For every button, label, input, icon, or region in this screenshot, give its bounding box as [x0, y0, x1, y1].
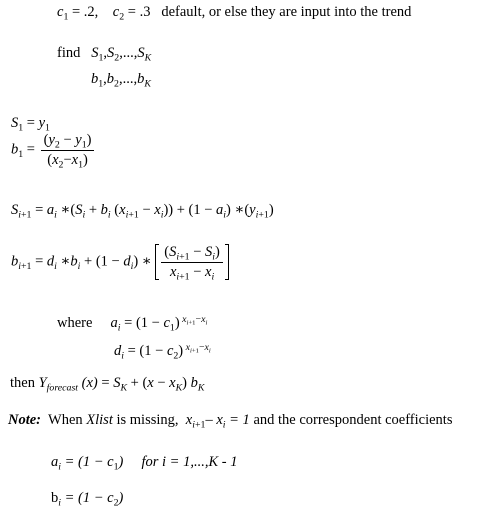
find-b-line: $b_1,b_2,...,b_K$	[91, 71, 151, 90]
b1-fraction: $\frac{(y_2 - y_1)}{(x_2-x_1)}$	[41, 133, 95, 167]
where-a-line: where $a_i = (1 - c_1)$ $^{x_{i+1}-x_i}$	[57, 313, 208, 334]
c1-value: .2	[83, 4, 95, 20]
s-recursion-equation: $S_{i+1} = a_i$ $∗(S_i + b_i$ $(x_{i+1} - x_i)) + (1 - a_i)$ $∗(y_{i+1})$	[11, 202, 274, 221]
note-line: Note: When Xlist is missing, $x_{i+1}-$ $x_i = 1$ and the correspondent coefficients	[8, 412, 453, 431]
b-recursion-equation: $b_{i+1} = d_i$ $∗b_i + (1 - d_i)$ ∗ $\frac{(S_{i+1} - S_i)}{x_{i+1} - x_i}$	[11, 244, 229, 280]
xlist-term: Xlist	[86, 412, 113, 428]
note-label: Note:	[8, 412, 42, 428]
defaults-line: $c_1 = .2$, $c_2 = .3$ default, or else they are input into the trend	[57, 4, 412, 23]
note-b-line: $b_i = (1 - c_2)$	[51, 490, 124, 509]
find-label: find	[57, 45, 81, 61]
b1-init-equation: $b_1$ = $\frac{(y_2 - y_1)}{(x_2-x_1)}$	[11, 133, 96, 167]
where-d-line: $d_i = (1 - c_2)$ $^{x_{i+1}-x_i}$	[114, 341, 211, 362]
b-recursion-bracket: $\frac{(S_{i+1} - S_i)}{x_{i+1} - x_i}$	[155, 244, 229, 280]
note-a-line: $a_i = (1 - c_1)$ for i = 1,...,K - 1	[51, 454, 238, 473]
find-line: find $S_1,S_2,...,S_K$	[57, 45, 152, 64]
defaults-note: default, or else they are input into the trend	[161, 4, 412, 20]
where-label: where	[57, 315, 93, 331]
forecast-line: then $Y_{forecast}$ $(x) = S_K + (x - x_K)$ $b_K$	[10, 375, 205, 394]
then-label: then	[10, 375, 35, 391]
c2-value: .3	[139, 4, 151, 20]
note-for-range: for i = 1,...,K - 1	[141, 454, 238, 470]
s1-init-equation: $S_1 = y_1$	[11, 115, 50, 134]
